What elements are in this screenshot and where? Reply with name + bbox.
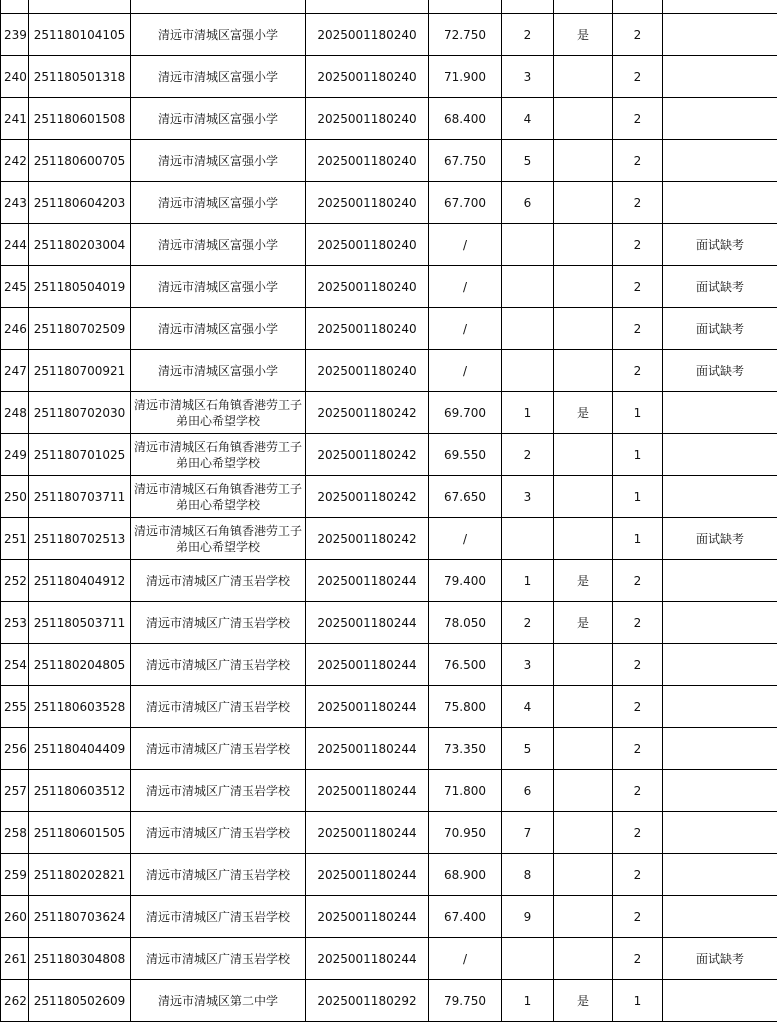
cell-seq: 255 — [1, 686, 29, 728]
table-row — [1, 602, 777, 644]
cell-remark — [663, 56, 777, 98]
cell-exam-number: 251180404912 — [29, 560, 131, 602]
cell-selected — [554, 896, 613, 938]
cell-school: 清远市清城区广清玉岩学校 — [131, 770, 306, 812]
cell-seq: 259 — [1, 854, 29, 896]
cell-remark — [663, 812, 777, 854]
cell-school: 清远市清城区广清玉岩学校 — [131, 560, 306, 602]
table-row — [1, 182, 777, 224]
cell-selected — [554, 224, 613, 266]
cell-seq: 256 — [1, 728, 29, 770]
cell-seq: 260 — [1, 896, 29, 938]
cell-school: 清远市清城区第二中学 — [131, 980, 306, 1022]
cell-score: 67.700 — [429, 182, 502, 224]
cell-rank: 3 — [502, 644, 554, 686]
table-row — [1, 770, 777, 812]
cell-seq: 248 — [1, 392, 29, 434]
cell-quota: 1 — [613, 980, 663, 1022]
cell-seq: 242 — [1, 140, 29, 182]
cell-seq: 245 — [1, 266, 29, 308]
table-row — [1, 308, 777, 350]
cell-selected — [554, 770, 613, 812]
cell-seq: 244 — [1, 224, 29, 266]
cell-post-code: 2025001180242 — [306, 476, 429, 518]
cell-remark — [663, 98, 777, 140]
cell-school: 清远市清城区富强小学 — [131, 308, 306, 350]
cell-seq: 241 — [1, 98, 29, 140]
cell-exam-number: 251180603512 — [29, 770, 131, 812]
cell-exam-number: 251180702509 — [29, 308, 131, 350]
cell-school: 清远市清城区石角镇香港劳工子弟田心希望学校 — [131, 434, 306, 476]
cell-remark — [663, 476, 777, 518]
cell-rank: 2 — [502, 602, 554, 644]
cell-school: 清远市清城区富强小学 — [131, 266, 306, 308]
cell-exam-number: 251180601508 — [29, 98, 131, 140]
cell-rank: 4 — [502, 686, 554, 728]
cell-seq: 261 — [1, 938, 29, 980]
cell-score: 73.350 — [429, 728, 502, 770]
cell-rank: 9 — [502, 896, 554, 938]
cell-exam-number: 251180700921 — [29, 350, 131, 392]
cell-selected — [554, 644, 613, 686]
cell-post-code: 2025001180242 — [306, 392, 429, 434]
cell-post-code: 2025001180244 — [306, 938, 429, 980]
cell-remark — [663, 14, 777, 56]
cell-post-code: 2025001180244 — [306, 686, 429, 728]
cell-quota: 2 — [613, 350, 663, 392]
cell-selected: 是 — [554, 14, 613, 56]
cell-quota: 2 — [613, 266, 663, 308]
cell-score: 75.800 — [429, 686, 502, 728]
cell-exam-number: 251180604203 — [29, 182, 131, 224]
cell-exam-number: 251180501318 — [29, 56, 131, 98]
cell-score: 72.750 — [429, 14, 502, 56]
cell-post-code: 2025001180240 — [306, 98, 429, 140]
cell-score: / — [429, 308, 502, 350]
cell-remark — [663, 980, 777, 1022]
cell-exam-number: 251180702030 — [29, 392, 131, 434]
cell-quota: 2 — [613, 938, 663, 980]
cell-selected — [554, 308, 613, 350]
cell-remark — [663, 140, 777, 182]
table-row — [1, 392, 777, 434]
cell-school: 清远市清城区广清玉岩学校 — [131, 896, 306, 938]
cell-post-code: 2025001180244 — [306, 728, 429, 770]
cell-score: 68.400 — [429, 98, 502, 140]
cell-school: 清远市清城区石角镇香港劳工子弟田心希望学校 — [131, 518, 306, 560]
table-row — [1, 980, 777, 1022]
cell-post-code: 2025001180242 — [306, 518, 429, 560]
cell-school: 清远市清城区广清玉岩学校 — [131, 602, 306, 644]
cell-score: 79.400 — [429, 560, 502, 602]
cell-rank: 6 — [502, 182, 554, 224]
table-row — [1, 350, 777, 392]
cell-exam-number: 251180204805 — [29, 644, 131, 686]
cell-post-code: 2025001180244 — [306, 560, 429, 602]
cell-score: 71.800 — [429, 770, 502, 812]
table-row — [1, 518, 777, 560]
table-row — [1, 98, 777, 140]
table-row — [1, 56, 777, 98]
cell-school: 清远市清城区广清玉岩学校 — [131, 644, 306, 686]
cell-exam-number: 251180104105 — [29, 14, 131, 56]
cell-quota: 2 — [613, 98, 663, 140]
cell-rank: 5 — [502, 728, 554, 770]
table-row — [1, 224, 777, 266]
cell-rank — [502, 938, 554, 980]
cell-rank — [502, 518, 554, 560]
table-row — [1, 686, 777, 728]
cell-score: / — [429, 518, 502, 560]
cell-quota: 2 — [613, 308, 663, 350]
table-row — [1, 14, 777, 56]
cell-quota: 2 — [613, 224, 663, 266]
cell-selected: 是 — [554, 392, 613, 434]
cell-seq: 258 — [1, 812, 29, 854]
cell-exam-number: 251180304808 — [29, 938, 131, 980]
cell-post-code: 2025001180240 — [306, 224, 429, 266]
cell-quota: 2 — [613, 854, 663, 896]
cell-post-code — [306, 0, 429, 14]
cell-exam-number: 251180702513 — [29, 518, 131, 560]
cell-selected — [554, 350, 613, 392]
cell-rank: 3 — [502, 476, 554, 518]
cell-remark: 面试缺考 — [663, 518, 777, 560]
cell-remark: 面试缺考 — [663, 266, 777, 308]
cell-score: 78.050 — [429, 602, 502, 644]
cell-rank — [502, 308, 554, 350]
cell-selected — [554, 854, 613, 896]
cell-school: 清远市清城区富强小学 — [131, 140, 306, 182]
cell-school: 清远市清城区广清玉岩学校 — [131, 812, 306, 854]
cell-score: 76.500 — [429, 644, 502, 686]
cell-post-code: 2025001180242 — [306, 434, 429, 476]
cell-seq: 252 — [1, 560, 29, 602]
cell-rank: 5 — [502, 140, 554, 182]
cell-score: 67.400 — [429, 896, 502, 938]
cell-seq: 250 — [1, 476, 29, 518]
cell-exam-number: 251180601505 — [29, 812, 131, 854]
cell-seq: 247 — [1, 350, 29, 392]
cell-selected — [554, 266, 613, 308]
cell-post-code: 2025001180240 — [306, 266, 429, 308]
table-row — [1, 896, 777, 938]
cell-school: 清远市清城区富强小学 — [131, 98, 306, 140]
cell-rank — [502, 350, 554, 392]
cell-school: 清远市清城区石角镇香港劳工子弟田心希望学校 — [131, 392, 306, 434]
cell-remark: 面试缺考 — [663, 224, 777, 266]
cell-remark — [663, 602, 777, 644]
cell-quota: 2 — [613, 686, 663, 728]
cell-post-code: 2025001180244 — [306, 896, 429, 938]
cell-remark — [663, 560, 777, 602]
cell-rank: 6 — [502, 770, 554, 812]
cell-score: / — [429, 266, 502, 308]
cell-remark: 面试缺考 — [663, 308, 777, 350]
cell-score: / — [429, 938, 502, 980]
cell-remark: 面试缺考 — [663, 350, 777, 392]
cell-exam-number — [29, 0, 131, 14]
cell-rank: 1 — [502, 980, 554, 1022]
cell-seq — [1, 0, 29, 14]
table-row — [1, 560, 777, 602]
cell-score: 69.550 — [429, 434, 502, 476]
cell-post-code: 2025001180240 — [306, 140, 429, 182]
cell-score: 79.750 — [429, 980, 502, 1022]
table-row — [1, 938, 777, 980]
table-row — [1, 434, 777, 476]
cell-seq: 257 — [1, 770, 29, 812]
cell-quota: 2 — [613, 560, 663, 602]
cell-remark — [663, 392, 777, 434]
cell-score — [429, 0, 502, 14]
cell-school: 清远市清城区广清玉岩学校 — [131, 728, 306, 770]
cell-quota: 2 — [613, 644, 663, 686]
cell-remark — [663, 686, 777, 728]
cell-post-code: 2025001180292 — [306, 980, 429, 1022]
cell-post-code: 2025001180244 — [306, 812, 429, 854]
cell-remark — [663, 854, 777, 896]
cell-post-code: 2025001180240 — [306, 14, 429, 56]
cell-score: / — [429, 224, 502, 266]
cell-rank: 1 — [502, 392, 554, 434]
cell-quota: 2 — [613, 140, 663, 182]
cell-post-code: 2025001180240 — [306, 182, 429, 224]
cell-quota: 1 — [613, 392, 663, 434]
cell-exam-number: 251180703624 — [29, 896, 131, 938]
cell-school: 清远市清城区富强小学 — [131, 350, 306, 392]
cell-exam-number: 251180203004 — [29, 224, 131, 266]
table-row — [1, 812, 777, 854]
cell-selected — [554, 140, 613, 182]
cell-exam-number: 251180502609 — [29, 980, 131, 1022]
cell-school: 清远市清城区富强小学 — [131, 182, 306, 224]
cell-score: 70.950 — [429, 812, 502, 854]
cell-seq: 249 — [1, 434, 29, 476]
cell-selected — [554, 686, 613, 728]
cell-post-code: 2025001180244 — [306, 602, 429, 644]
cell-exam-number: 251180603528 — [29, 686, 131, 728]
cell-rank: 2 — [502, 14, 554, 56]
table-row — [1, 266, 777, 308]
cell-selected — [554, 434, 613, 476]
cell-remark — [663, 770, 777, 812]
cell-selected — [554, 476, 613, 518]
cell-seq: 253 — [1, 602, 29, 644]
cell-selected — [554, 938, 613, 980]
cell-school: 清远市清城区富强小学 — [131, 14, 306, 56]
cell-exam-number: 251180404409 — [29, 728, 131, 770]
cell-remark — [663, 728, 777, 770]
cell-exam-number: 251180202821 — [29, 854, 131, 896]
cell-remark — [663, 182, 777, 224]
cell-selected — [554, 98, 613, 140]
cell-score: / — [429, 350, 502, 392]
cell-exam-number: 251180503711 — [29, 602, 131, 644]
cell-selected — [554, 0, 613, 14]
cell-quota: 1 — [613, 518, 663, 560]
cell-quota: 2 — [613, 602, 663, 644]
cell-remark — [663, 644, 777, 686]
cell-score: 69.700 — [429, 392, 502, 434]
cell-quota: 2 — [613, 896, 663, 938]
cell-rank — [502, 224, 554, 266]
cell-remark — [663, 896, 777, 938]
cell-exam-number: 251180600705 — [29, 140, 131, 182]
cell-score: 71.900 — [429, 56, 502, 98]
cell-rank: 7 — [502, 812, 554, 854]
cell-seq: 246 — [1, 308, 29, 350]
cell-post-code: 2025001180240 — [306, 56, 429, 98]
cell-quota: 1 — [613, 434, 663, 476]
cell-seq: 240 — [1, 56, 29, 98]
table-row — [1, 644, 777, 686]
cell-selected: 是 — [554, 602, 613, 644]
table-row — [1, 728, 777, 770]
cell-rank — [502, 266, 554, 308]
cell-school: 清远市清城区广清玉岩学校 — [131, 854, 306, 896]
cell-quota: 2 — [613, 182, 663, 224]
cell-seq: 254 — [1, 644, 29, 686]
cell-remark — [663, 0, 777, 14]
cell-quota — [613, 0, 663, 14]
cell-selected — [554, 182, 613, 224]
cell-score: 67.650 — [429, 476, 502, 518]
cell-exam-number: 251180504019 — [29, 266, 131, 308]
cell-selected — [554, 518, 613, 560]
cell-score: 67.750 — [429, 140, 502, 182]
cell-school: 清远市清城区富强小学 — [131, 56, 306, 98]
cell-seq: 239 — [1, 14, 29, 56]
table-row — [1, 0, 777, 14]
cell-school: 清远市清城区富强小学 — [131, 224, 306, 266]
cell-rank: 8 — [502, 854, 554, 896]
cell-quota: 2 — [613, 56, 663, 98]
cell-rank — [502, 0, 554, 14]
cell-remark — [663, 434, 777, 476]
cell-post-code: 2025001180244 — [306, 854, 429, 896]
cell-seq: 251 — [1, 518, 29, 560]
cell-seq: 243 — [1, 182, 29, 224]
cell-post-code: 2025001180240 — [306, 308, 429, 350]
cell-rank: 2 — [502, 434, 554, 476]
cell-score: 68.900 — [429, 854, 502, 896]
cell-selected: 是 — [554, 980, 613, 1022]
cell-post-code: 2025001180244 — [306, 644, 429, 686]
cell-school — [131, 0, 306, 14]
table-body — [1, 0, 777, 1022]
cell-selected — [554, 812, 613, 854]
cell-exam-number: 251180701025 — [29, 434, 131, 476]
cell-seq: 262 — [1, 980, 29, 1022]
cell-quota: 2 — [613, 812, 663, 854]
cell-exam-number: 251180703711 — [29, 476, 131, 518]
cell-school: 清远市清城区广清玉岩学校 — [131, 686, 306, 728]
cell-selected — [554, 56, 613, 98]
cell-quota: 2 — [613, 728, 663, 770]
cell-post-code: 2025001180240 — [306, 350, 429, 392]
cell-quota: 1 — [613, 476, 663, 518]
cell-rank: 3 — [502, 56, 554, 98]
cell-school: 清远市清城区广清玉岩学校 — [131, 938, 306, 980]
cell-rank: 1 — [502, 560, 554, 602]
cell-post-code: 2025001180244 — [306, 770, 429, 812]
cell-selected — [554, 728, 613, 770]
table-row — [1, 140, 777, 182]
cell-remark: 面试缺考 — [663, 938, 777, 980]
cell-quota: 2 — [613, 770, 663, 812]
table-row — [1, 854, 777, 896]
table-row — [1, 476, 777, 518]
cell-quota: 2 — [613, 14, 663, 56]
cell-school: 清远市清城区石角镇香港劳工子弟田心希望学校 — [131, 476, 306, 518]
cell-rank: 4 — [502, 98, 554, 140]
cell-selected: 是 — [554, 560, 613, 602]
